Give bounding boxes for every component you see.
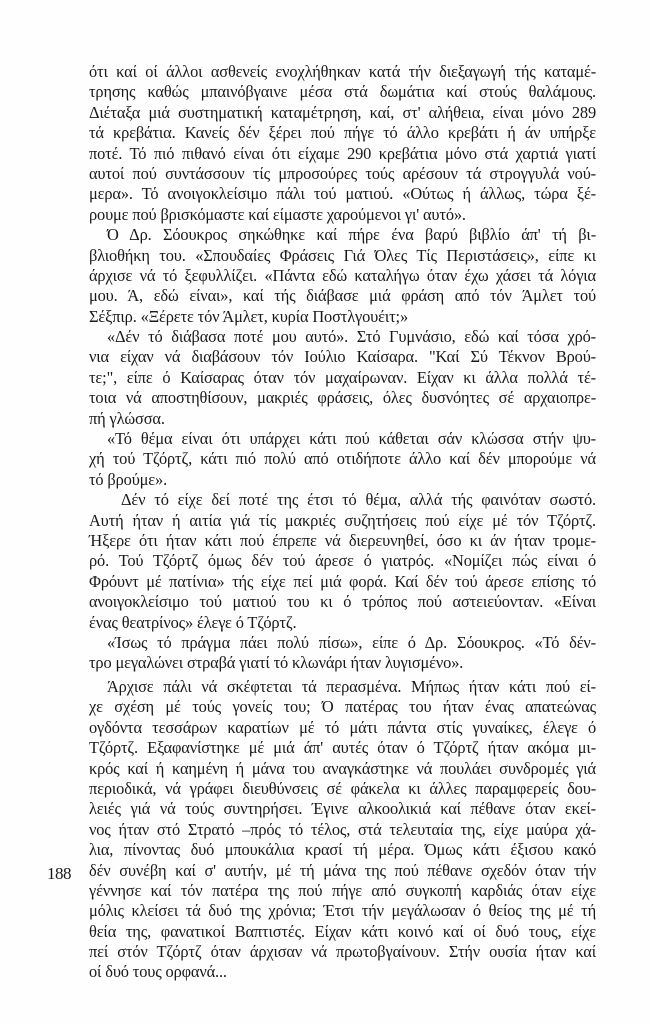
text-line: λειές γιά νά τούς συντηρήσει. Έγινε αλκοολικιά καί πέθανε όταν εκεί- xyxy=(89,799,596,819)
text-line: «Τό θέμα είναι ότι υπάρχει κάτι πού κάθεται σάν κλώσσα στήν ψυ- xyxy=(107,429,596,449)
text-line: μου. Ά, εδώ είναι», καί τής διάβασε μιά φράση από τόν Άμλετ τού xyxy=(89,286,596,306)
text-line: Διέταξα μιά συστηματική καταμέτρηση, καί, στ' αλήθεια, είναι μόνο 289 xyxy=(89,102,596,122)
text-line: χε σχέση μέ τούς γονείς του; Ό πατέρας του ήταν ένας απατεώνας xyxy=(89,697,596,717)
text-line: λια, πίνοντας δυό μπουκάλια κρασί τή μέρα. Όμως κάτι έξισου κακό xyxy=(89,840,596,860)
text-line: περιοδικά, νά γράφει διευθύνσεις σέ φάκελα κι άλλες παραμφερείς δου- xyxy=(89,778,596,798)
text-block-second-section xyxy=(89,677,596,983)
text-line: πεί στόν Τζόρτζ όταν άρχισαν νά πρωτοβγαίνουν. Στήν ουσία ήταν καί xyxy=(89,942,596,962)
text-line: Δέν τό είχε δεί ποτέ της έτσι τό θέμα, αλλά τής φαινόταν σωστό. xyxy=(121,490,596,510)
text-line: ογδόντα τεσσάρων καρατίων μέ τό μάτι πάντα στίς γυναίκες, έλεγε ό xyxy=(89,717,596,737)
text-line: «Δέν τό διάβασα ποτέ μου αυτό». Στό Γυμνάσιο, εδώ καί τόσα χρό- xyxy=(107,327,596,347)
text-line: Ήξερε ότι ήταν κάτι πού έπρεπε νά διερευνηθεί, όσο κι άν ήταν τρομε- xyxy=(89,530,596,550)
text-line: ρό. Τού Τζόρτζ όμως δέν τού άρεσε ό γιατρός. «Νομίζει πώς είναι ό xyxy=(89,551,596,571)
text-line: νια είχαν νά διαβάσουν τόν Ιούλιο Καίσαρα. "Καί Σύ Τέκνον Βρού- xyxy=(89,347,596,367)
text-line: θεία της, φανατικοί Βαπτιστές. Είχαν κάτι κοινό καί οί δυό τους, είχε xyxy=(89,921,596,941)
text-line: Τζόρτζ. Εξαφανίστηκε μέ μιά άπ' αυτές όταν ό Τζόρτζ ήταν ακόμα μι- xyxy=(89,738,596,758)
text-line: ποτέ. Τό πιό πιθανό είναι ότι είχαμε 290 κρεβάτια μόνο στά χαρτιά γιατί xyxy=(89,143,596,163)
text-line: τε;", είπε ό Καίσαρας όταν τόν μαχαίρωναν. Είχαν κι άλλα πολλά τέ- xyxy=(89,367,596,387)
text-line: πή γλώσσα. xyxy=(89,408,165,428)
text-line: οί δυό τους ορφανά... xyxy=(89,962,227,982)
text-line: τρο μεγαλώνει στραβά γιατί τό κλωνάρι ήταν λυγισμένο». xyxy=(89,653,464,673)
text-line: νος ήταν στό Στρατό –πρός τό τέλος, στά τελευταία της, είχε μαύρα χά- xyxy=(89,819,596,839)
text-line: τό βρούμε». xyxy=(89,469,168,489)
text-line: άρχισε νά τό ξεφυλλίζει. «Πάντα εδώ καταλήγω όταν έχω χάσει τά λόγια xyxy=(89,265,596,285)
text-line: δέν συνέβη καί σ' αυτήν, μέ τή μάνα της πού πέθανε σχεδόν όταν τήν xyxy=(89,860,596,880)
text-line: τρησης καθώς μπαινόβγαινε μέσα στά δωμάτια καί στούς θαλάμους. xyxy=(89,82,596,102)
text-line: «Ίσως τό πράγμα πάει πολύ πίσω», είπε ό Δρ. Σόουκρος. «Τό δέν- xyxy=(107,632,596,652)
page-number: 188 xyxy=(47,864,71,883)
text-line: ρουμε πού βρισκόμαστε καί είμαστε χαρούμενοι γι' αυτό». xyxy=(89,204,466,224)
text-line: κρός καί ή καημένη ή μάνα του αναγκάστηκε νά πουλάει συνδρομές γιά xyxy=(89,758,596,778)
text-block-main xyxy=(89,62,596,674)
text-line: ότι καί οί άλλοι ασθενείς ενοχλήθηκαν κατά τήν διεξαγωγή τής καταμέ- xyxy=(89,62,596,81)
text-line: ένας θεατρίνος» έλεγε ό Τζόρτζ. xyxy=(89,612,297,632)
text-line: χή τού Τζόρτζ, κάτι πιό πολύ από οτιδήποτε άλλο καί δέν μπορούμε νά xyxy=(89,449,596,469)
text-line: μερα». Τό ανοιγοκλείσιμο πάλι τού ματιού. «Ούτως ή άλλως, τώρα ξέ- xyxy=(89,184,596,204)
text-line: αυτοί πού συντάσσουν τίς μπροσούρες τούς αρέσουν τά στρογγυλά νού- xyxy=(89,163,596,183)
text-line: τά κρεβάτια. Κανείς δέν ξέρει πού πήγε τό άλλο κρεβάτι ή άν υπήρξε xyxy=(89,123,596,143)
text-line: βλιοθήκη του. «Σπουδαίες Φράσεις Γιά Όλες Τίς Περιστάσεις», είπε κι xyxy=(89,245,596,265)
text-line: Φρόυντ μέ πατίνια» τής είχε πεί μιά φορά. Καί δέν τού άρεσε επίσης τό xyxy=(89,571,596,591)
text-line: γέννησε καί τόν πατέρα της πού πήγε από συγκοπή καρδιάς όταν είχε xyxy=(89,880,596,900)
text-line: Αυτή ήταν ή αιτία γιά τίς μακριές συζητήσεις πού είχε μέ τόν Τζόρτζ. xyxy=(89,510,596,530)
text-line: Ό Δρ. Σόουκρος σηκώθηκε καί πήρε ένα βαρύ βιβλίο άπ' τή βι- xyxy=(107,225,596,245)
text-line: ανοιγοκλείσιμο τού ματιού του κι ό τρόπος πού αστειεύονταν. «Είναι xyxy=(89,592,596,612)
text-line: Σέξπιρ. «Ξέρετε τόν Άμλετ, κυρία Ποστλγουέιτ;» xyxy=(89,306,408,326)
text-line: Άρχισε πάλι νά σκέφτεται τά περασμένα. Μήπως ήταν κάτι πού εί- xyxy=(107,677,596,696)
text-line: τοια νά αποστηθίσουν, μακριές φράσεις, όλες δυσνόητες σέ αρχαιοπρε- xyxy=(89,388,596,408)
text-line: μόλις κλείσει τά δυό της χρόνια; Έτσι τήν μεγάλωσαν ό θείος της μέ τή xyxy=(89,901,596,921)
